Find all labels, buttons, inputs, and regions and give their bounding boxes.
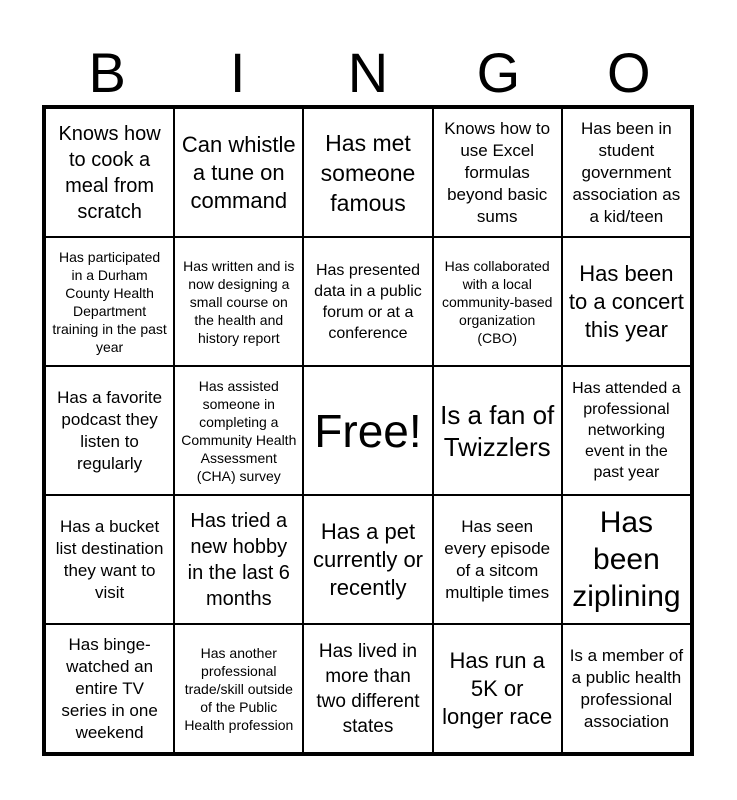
cell-text: Knows how to cook a meal from scratch: [58, 122, 161, 223]
bingo-cell-r3-c5[interactable]: [563, 367, 690, 494]
cell-text: Has lived in more than two different states: [316, 640, 420, 737]
bingo-board: [42, 105, 694, 756]
bingo-cell-r3-c4[interactable]: [434, 367, 561, 494]
cell-text: Has a pet currently or recently: [312, 518, 424, 600]
bingo-header: [42, 40, 694, 106]
cell-text: Has run a 5K or longer race: [442, 647, 553, 729]
cell-text: Can whistle a tune on command: [181, 131, 296, 213]
header-letter-n: N: [347, 41, 389, 104]
cell-text: Is a fan of Twizzlers: [440, 399, 555, 462]
bingo-cell-r1-c5[interactable]: [563, 109, 690, 236]
cell-text: Has attended a professional networking event in the past year: [572, 380, 681, 481]
bingo-cell-r5-c2[interactable]: [175, 625, 302, 752]
bingo-cell-r1-c3[interactable]: [304, 109, 431, 236]
bingo-cell-r1-c1[interactable]: [46, 109, 173, 236]
cell-text: Has tried a new hobby in the last 6 months: [187, 509, 290, 610]
free-space-text: Free!: [314, 404, 422, 457]
bingo-cell-r3-c2[interactable]: [175, 367, 302, 494]
cell-text: Has met someone famous: [320, 129, 416, 216]
bingo-cell-r4-c5[interactable]: [563, 496, 690, 623]
bingo-cell-r5-c1[interactable]: [46, 625, 173, 752]
bingo-cell-r2-c5[interactable]: [563, 238, 690, 365]
cell-text: Has collaborated with a local community-based organization (CBO): [441, 257, 553, 346]
cell-text: Has presented data in a public forum or at a conference: [314, 261, 422, 342]
cell-text: Has been ziplining: [572, 506, 681, 613]
cell-text: Has seen every episode of a sitcom multiple times: [444, 516, 551, 602]
cell-text: Has participated in a Durham County Health Department training in the past year: [52, 248, 167, 355]
cell-text: Has a favorite podcast they listen to regularly: [57, 387, 163, 473]
bingo-cell-r3-c1[interactable]: [46, 367, 173, 494]
cell-text: Has written and is now designing a small course on the health and history report: [183, 257, 295, 346]
bingo-cell-r2-c1[interactable]: [46, 238, 173, 365]
header-letter-b: B: [88, 41, 126, 104]
bingo-cell-r4-c2[interactable]: [175, 496, 302, 623]
bingo-cell-r4-c1[interactable]: [46, 496, 173, 623]
bingo-cell-r2-c4[interactable]: [434, 238, 561, 365]
cell-text: Knows how to use Excel formulas beyond basic sums: [444, 118, 551, 226]
cell-text: Has another professional trade/skill outside of the Public Health profession: [184, 644, 294, 733]
cell-text: Is a member of a public health professional association: [569, 645, 684, 731]
cell-text: Has been in student government association as a kid/teen: [572, 118, 681, 226]
bingo-cell-r4-c4[interactable]: [434, 496, 561, 623]
cell-text: Has been to a concert this year: [568, 260, 684, 342]
bingo-cell-r5-c3[interactable]: [304, 625, 431, 752]
bingo-cell-r5-c5[interactable]: [563, 625, 690, 752]
bingo-cell-free[interactable]: [304, 367, 431, 494]
bingo-cell-r1-c4[interactable]: [434, 109, 561, 236]
header-letter-g: G: [476, 41, 521, 104]
cell-text: Has a bucket list destination they want to visit: [55, 516, 164, 602]
bingo-cell-r1-c2[interactable]: [175, 109, 302, 236]
bingo-cell-r4-c3[interactable]: [304, 496, 431, 623]
header-letter-o: O: [607, 41, 651, 104]
cell-text: Has binge-watched an entire TV series in one weekend: [61, 634, 158, 742]
bingo-cell-r2-c3[interactable]: [304, 238, 431, 365]
header-letter-i: I: [229, 41, 246, 104]
bingo-cell-r5-c4[interactable]: [434, 625, 561, 752]
cell-text: Has assisted someone in completing a Community Health Assessment (CHA) survey: [181, 377, 297, 484]
bingo-cell-r2-c2[interactable]: [175, 238, 302, 365]
